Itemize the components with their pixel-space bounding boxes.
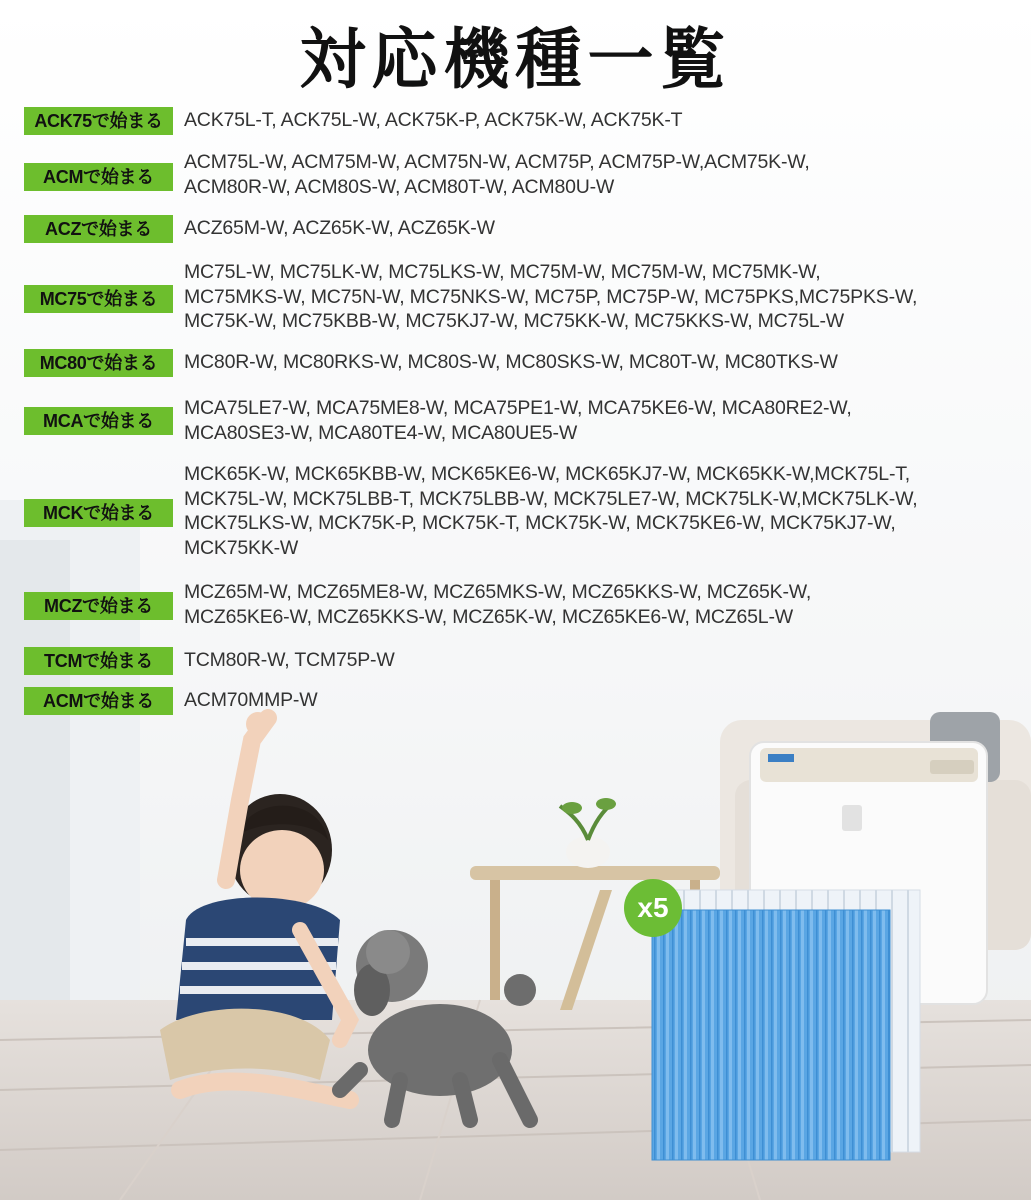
series-label: TCMで始まる <box>24 647 173 675</box>
series-label: MCAで始まる <box>24 407 173 435</box>
compatible-models: MCA75LE7-W, MCA75ME8-W, MCA75PE1-W, MCA75KE6-W, MCA80RE2-W, MCA80SE3-W, MCA80TE4-W, MCA80UE5-W <box>184 397 852 444</box>
compatible-models: MCZ65M-W, MCZ65ME8-W, MCZ65MKS-W, MCZ65KKS-W, MCZ65K-W, MCZ65KE6-W, MCZ65KKS-W, MCZ65K-W, MCZ65KE6-W, MCZ65L-W <box>184 581 812 628</box>
compatible-models: TCM80R-W, TCM75P-W <box>184 649 395 671</box>
quantity-badge: x5 <box>624 879 682 937</box>
page-title: 対応機種一覧 <box>299 21 732 98</box>
series-label: MC80で始まる <box>24 349 173 377</box>
series-label: ACMで始まる <box>24 163 173 191</box>
compatible-models: ACM70MMP-W <box>184 689 318 711</box>
series-label: ACMで始まる <box>24 687 173 715</box>
series-label: ACZで始まる <box>24 215 173 243</box>
compatible-models: MC80R-W, MC80RKS-W, MC80S-W, MC80SKS-W, MC80T-W, MC80TKS-W <box>184 351 838 373</box>
compatible-models: ACM75L-W, ACM75M-W, ACM75N-W, ACM75P, ACM75P-W,ACM75K-W, ACM80R-W, ACM80S-W, ACM80T-W, ACM80U-W <box>184 151 810 198</box>
series-label: MCZで始まる <box>24 592 173 620</box>
compatible-models: MC75L-W, MC75LK-W, MC75LKS-W, MC75M-W, MC75M-W, MC75MK-W, MC75MKS-W, MC75N-W, MC75NKS-W, MC75P, MC75P-W, MC75PKS,MC75PKS-W, MC75K-W, MC75KBB-W, MC75KJ7-W, MC75KK-W, MC75KKS-W, MC75L-W <box>184 261 918 332</box>
compatible-models: ACZ65M-W, ACZ65K-W, ACZ65K-W <box>184 217 495 239</box>
compatible-models: MCK65K-W, MCK65KBB-W, MCK65KE6-W, MCK65KJ7-W, MCK65KK-W,MCK75L-T, MCK75L-W, MCK75LBB-T, MCK75LBB-W, MCK75LE7-W, MCK75LK-W,MCK75LK-W, MCK75LKS-W, MCK75K-P, MCK75K-T, MCK75K-W, MCK75KE6-W, MCK75KJ7-W, MCK75KK-W <box>184 463 918 559</box>
series-label: MC75で始まる <box>24 285 173 313</box>
series-label: MCKで始まる <box>24 499 173 527</box>
compatible-models: ACK75L-T, ACK75L-W, ACK75K-P, ACK75K-W, ACK75K-T <box>184 109 683 131</box>
series-label: ACK75で始まる <box>24 107 173 135</box>
